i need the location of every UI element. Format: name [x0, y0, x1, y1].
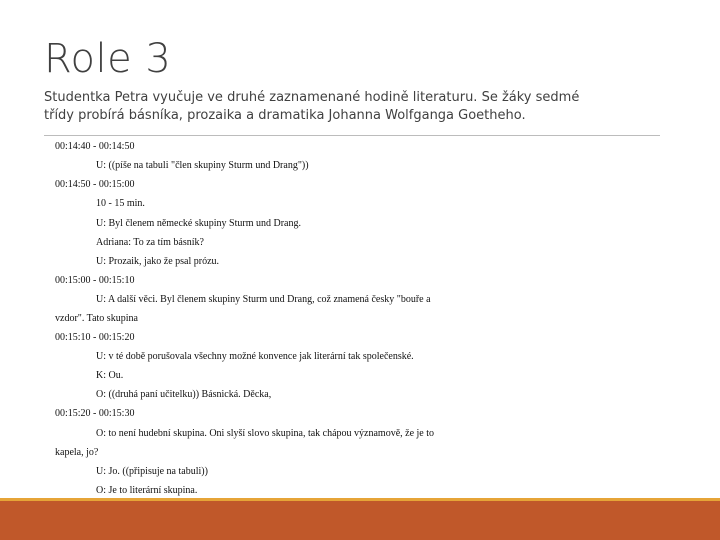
- transcript-line: Adriana: To za tím básník?: [96, 237, 204, 248]
- bottom-accent-bar: [0, 501, 720, 540]
- transcript-line: O: to není hudební skupina. Oni slyší slovo skupina, tak chápou významově, že je to: [96, 428, 434, 439]
- subtitle-line: třídy probírá básníka, prozaika a dramatika Johanna Wolfganga Goetheho.: [44, 108, 526, 123]
- timestamp: 00:14:40 - 00:14:50: [55, 141, 135, 152]
- transcript-line: U: Byl členem německé skupiny Sturm und Drang.: [96, 218, 301, 229]
- transcript-line: U: Prozaik, jako že psal prózu.: [96, 256, 220, 267]
- transcript-line: U: Jo. ((připisuje na tabuli)): [96, 466, 208, 477]
- transcript-line: 10 - 15 min.: [96, 198, 145, 209]
- transcript-line: O: ((druhá paní učitelku)) Básnická. Děcka,: [96, 389, 272, 400]
- transcript-line: U: A další věci. Byl členem skupiny Sturm und Drang, což znamená česky "bouře a: [96, 294, 431, 305]
- timestamp: 00:15:20 - 00:15:30: [55, 408, 135, 419]
- transcript-line: K: Ou.: [96, 370, 124, 381]
- transcript-line: O: Je to literární skupina.: [96, 485, 198, 496]
- timestamp: 00:14:50 - 00:15:00: [55, 179, 135, 190]
- transcript-line: vzdor". Tato skupina: [55, 313, 138, 324]
- timestamp: 00:15:10 - 00:15:20: [55, 332, 135, 343]
- timestamp: 00:15:00 - 00:15:10: [55, 275, 135, 286]
- slide-title: Role 3: [44, 36, 172, 82]
- transcript-line: kapela, jo?: [55, 447, 99, 458]
- transcript-line: U: ((píše na tabuli "člen skupiny Sturm und Drang")): [96, 160, 309, 171]
- subtitle-line: Studentka Petra vyučuje ve druhé zaznamenané hodině literaturu. Se žáky sedmé: [44, 90, 580, 105]
- transcript-line: U: v té době porušovala všechny možné konvence jak literární tak společenské.: [96, 351, 414, 362]
